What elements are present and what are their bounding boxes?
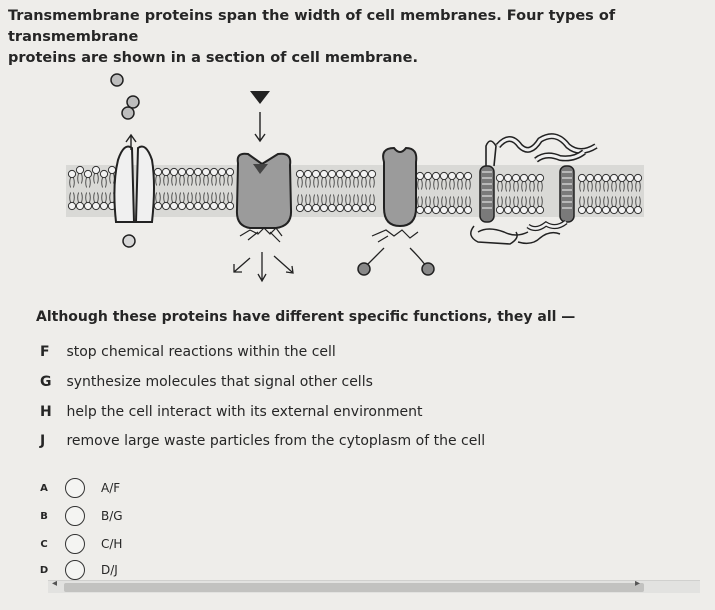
choice-letter: G — [40, 374, 52, 390]
answer-option-d[interactable] — [26, 559, 118, 581]
answer-label[interactable]: A/F — [101, 481, 121, 495]
radio-button[interactable] — [65, 560, 85, 580]
scrollbar-thumb[interactable] — [64, 583, 644, 592]
answer-label[interactable]: C/H — [101, 537, 123, 551]
choice-j — [40, 433, 485, 449]
answer-label[interactable]: B/G — [101, 509, 123, 523]
choice-text: remove large waste particles from the cytoplasm of the cell — [66, 433, 486, 449]
answer-letter: B — [40, 510, 48, 522]
answer-option-a[interactable] — [26, 477, 120, 499]
radio-button[interactable] — [65, 534, 85, 554]
choice-letter: H — [40, 404, 52, 420]
answer-letter: C — [40, 538, 48, 550]
answer-option-b[interactable] — [26, 505, 123, 527]
radio-button[interactable] — [65, 478, 85, 498]
membrane-figure — [0, 60, 715, 300]
answer-option-c[interactable] — [26, 533, 122, 555]
prompt-line-2: proteins are shown in a section of cell membrane. — [8, 50, 418, 66]
choice-h — [40, 404, 422, 420]
answer-letter: D — [39, 564, 49, 576]
answer-letter: A — [40, 482, 48, 494]
channel-protein — [111, 74, 154, 247]
receptor-protein — [234, 91, 293, 281]
horizontal-scrollbar[interactable] — [48, 580, 700, 593]
answer-label[interactable]: D/J — [101, 563, 118, 577]
radio-button[interactable] — [65, 506, 85, 526]
scroll-right-icon[interactable]: ▸ — [634, 578, 640, 589]
choice-text: help the cell interact with its external environment — [66, 404, 423, 420]
prompt-line-1: Transmembrane proteins span the width of cell membranes. Four types of transmembrane — [8, 8, 616, 45]
question-stem: Although these proteins have different specific functions, they all — — [36, 309, 576, 325]
choice-f — [40, 344, 336, 360]
scroll-left-icon[interactable]: ◂ — [52, 578, 58, 589]
choice-letter: J — [40, 433, 46, 449]
choice-g — [40, 374, 373, 390]
choice-text: synthesize molecules that signal other cells — [66, 374, 373, 390]
choice-letter: F — [40, 344, 50, 360]
choice-text: stop chemical reactions within the cell — [66, 344, 336, 360]
